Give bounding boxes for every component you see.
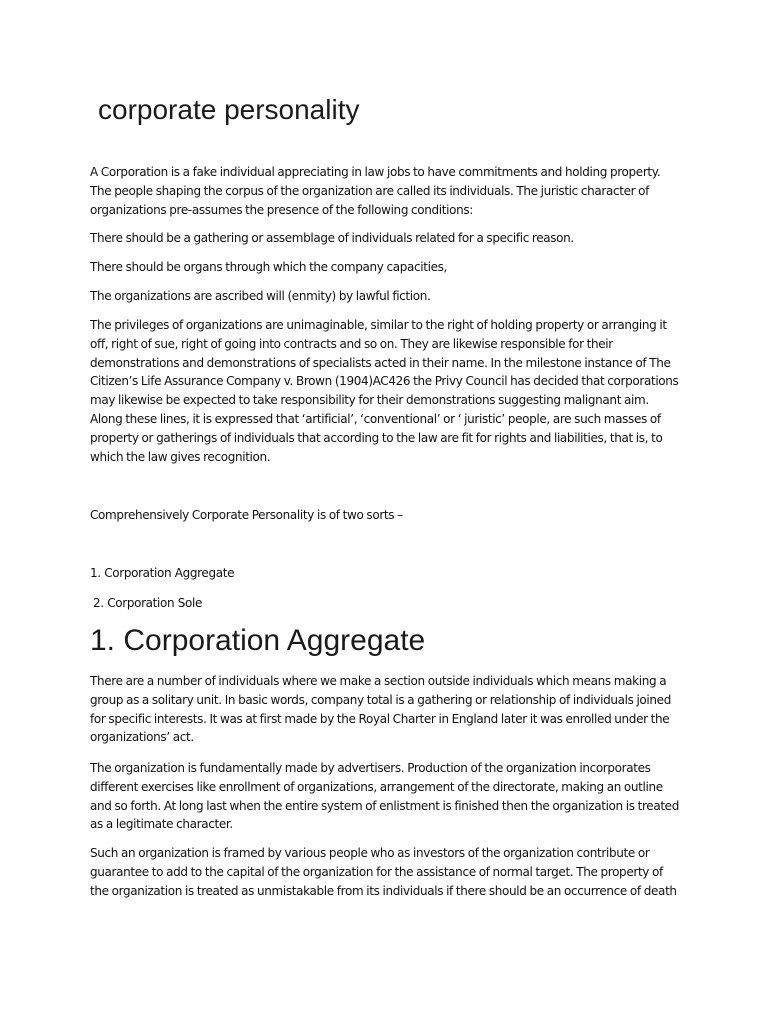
sorts-list-item-sole: 2. Corporation Sole (93, 596, 202, 610)
intro-condition-organs: There should be organs through which the company capacities, (90, 260, 447, 274)
aggregate-paragraph-investors: Such an organization is framed by various people who as investors of the organization contribute or guarantee to add to the capital of the organization for the assistance of normal target. The property of the organization is treated as unmistakable from its individuals if there should be an occurrence of death (90, 846, 677, 898)
sorts-intro: Comprehensively Corporate Personality is of two sorts – (90, 508, 403, 522)
intro-condition-assemblage: There should be a gathering or assemblage of individuals related for a specific reason. (90, 231, 574, 245)
intro-condition-will: The organizations are ascribed will (enmity) by lawful fiction. (90, 289, 431, 303)
intro-paragraph-definition: A Corporation is a fake individual appreciating in law jobs to have commitments and holding property. The people shaping the corpus of the organization are called its individuals. The juristic character of organizations pre-assumes the presence of the following conditions: (90, 165, 661, 217)
sorts-list-item-aggregate: 1. Corporation Aggregate (90, 566, 235, 580)
document-title: corporate personality (98, 94, 360, 125)
section-heading-aggregate: 1. Corporation Aggregate (90, 624, 426, 657)
intro-paragraph-privileges: The privileges of organizations are unimaginable, similar to the right of holding property or arranging it off, right of sue, right of going into contracts and so on. They are likewise responsible for their demonstrations and demonstrations of specialists acted in their name. In the milestone instance of The Citizen’s Life Assurance Company v. Brown (1904)AC426 the Privy Council has decided that corporations may likewise be expected to take responsibility for their demonstrations suggesting malignant aim. Along these lines, it is expressed that ‘artificial’, ‘conventional’ or ‘ juristic’ people, are such masses of property or gatherings of individuals that according to the law are fit for rights and liabilities, that is, to which the law gives recognition. (90, 318, 679, 464)
aggregate-paragraph-formation: The organization is fundamentally made by advertisers. Production of the organization incorporates different exercises like enrollment of organizations, arrangement of the directorate, making an outline and so forth. At long last when the entire system of enlistment is finished then the organization is treated as a legitimate character. (90, 761, 679, 832)
aggregate-paragraph-definition: There are a number of individuals where we make a section outside individuals which means making a group as a solitary unit. In basic words, company total is a gathering or relationship of individuals joined for specific interests. It was at first made by the Royal Charter in England later it was enrolled under the organizations’ act. (90, 674, 671, 745)
